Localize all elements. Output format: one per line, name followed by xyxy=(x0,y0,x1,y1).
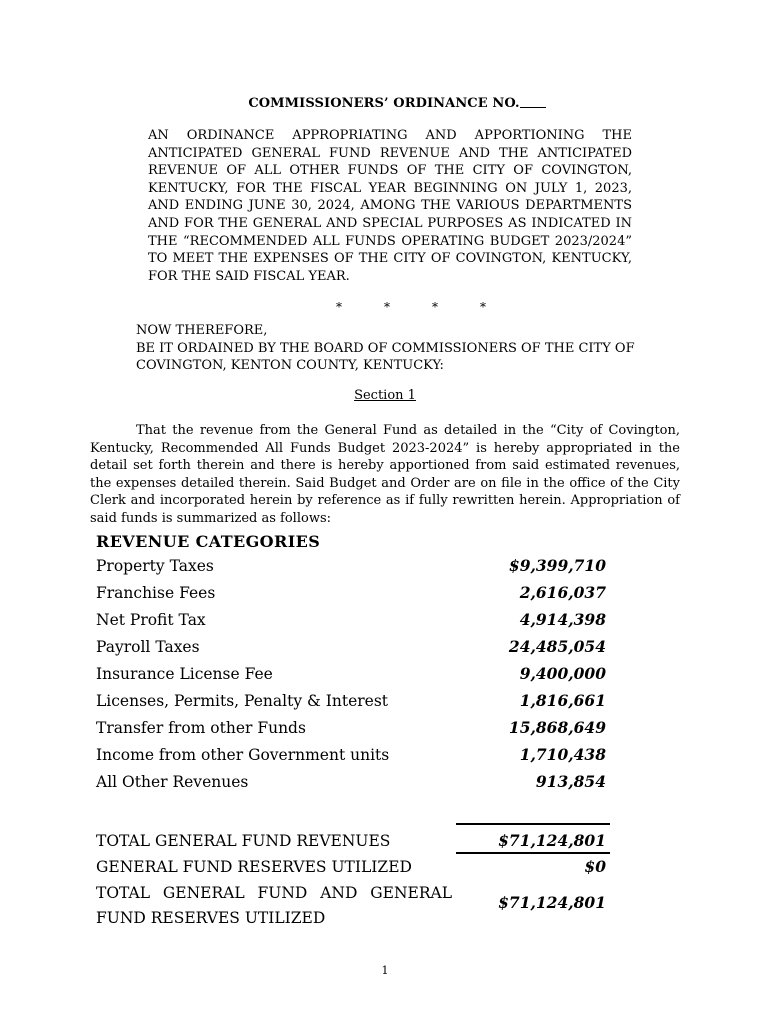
revenue-row xyxy=(96,583,606,610)
revenue-row xyxy=(96,664,606,691)
revenue-amount: 15,868,649 xyxy=(508,718,606,737)
be-it-ordained-line: BE IT ORDAINED BY THE BOARD OF COMMISSIONERS OF THE CITY OF COVINGTON, KENTON COUNTY, KENTUCKY: xyxy=(136,340,635,374)
ordinance-number-blank xyxy=(520,95,546,108)
revenue-amount: $9,399,710 xyxy=(508,556,606,575)
revenue-amount: 1,816,661 xyxy=(519,691,606,710)
ordaining-clause xyxy=(136,322,636,375)
revenue-label: Property Taxes xyxy=(96,557,214,575)
revenue-amount: 24,485,054 xyxy=(508,637,606,656)
total-rule-bottom xyxy=(456,852,610,854)
revenue-row xyxy=(96,745,606,772)
revenue-label: All Other Revenues xyxy=(96,773,249,791)
revenue-label: Transfer from other Funds xyxy=(96,719,306,737)
revenue-amount: 1,710,438 xyxy=(519,745,606,764)
section-body: That the revenue from the General Fund as detailed in the “City of Covington, Kentucky, Recommended All Funds Budget 2023-2024” is hereby appropriated in the detail set forth therein and there is hereby apportioned from said estimated revenues, the expenses detailed therein. Said Budget and Order are on file in the office of the City Clerk and incorporated herein by reference as if fully rewritten herein. Appropriation of said funds is summarized as follows: xyxy=(90,423,680,526)
total-revenues-row xyxy=(96,831,610,850)
separator-star: * xyxy=(384,300,390,314)
revenue-row xyxy=(96,556,606,583)
revenue-row xyxy=(96,610,606,637)
revenue-list xyxy=(96,556,606,799)
revenue-amount: 9,400,000 xyxy=(519,664,606,683)
total-rule-top xyxy=(456,823,610,825)
now-therefore-line: NOW THEREFORE, xyxy=(136,323,268,338)
revenue-label: Insurance License Fee xyxy=(96,665,273,683)
revenue-amount: 4,914,398 xyxy=(519,610,606,629)
ordinance-title-text: COMMISSIONERS’ ORDINANCE NO. xyxy=(248,96,520,111)
revenue-label: Net Profit Tax xyxy=(96,611,206,629)
reserves-row xyxy=(96,857,610,876)
reserves-amount: $0 xyxy=(584,857,606,876)
revenue-label: Income from other Government units xyxy=(96,746,390,764)
reserves-label: GENERAL FUND RESERVES UTILIZED xyxy=(96,858,412,876)
separator-star: * xyxy=(432,300,438,314)
ordinance-caption: AN ORDINANCE APPROPRIATING AND APPORTIONING THE ANTICIPATED GENERAL FUND REVENUE AND THE ANTICIPATED REVENUE OF ALL OTHER FUNDS OF THE CITY OF COVINGTON, KENTUCKY, FOR THE FISCAL YEAR BEGINNING ON JULY 1, 2023, AND ENDING JUNE 30, 2024, AMONG THE VARIOUS DEPARTMENTS AND FOR THE GENERAL AND SPECIAL PURPOSES AS INDICATED IN THE “RECOMMENDED ALL FUNDS OPERATING BUDGET 2023/2024” TO MEET THE EXPENSES OF THE CITY OF COVINGTON, KENTUCKY, FOR THE SAID FISCAL YEAR. xyxy=(148,128,632,284)
section-heading: Section 1 xyxy=(354,388,416,403)
ordinance-title xyxy=(0,95,770,111)
total-revenues-label: TOTAL GENERAL FUND REVENUES xyxy=(96,832,391,850)
section-separator xyxy=(336,300,486,314)
separator-star: * xyxy=(480,300,486,314)
total-revenues-amount: $71,124,801 xyxy=(498,831,606,850)
revenue-row xyxy=(96,691,606,718)
revenue-categories-header: REVENUE CATEGORIES xyxy=(96,532,321,551)
separator-star: * xyxy=(336,300,342,314)
revenue-amount: 913,854 xyxy=(535,772,606,791)
grand-total-amount: $71,124,801 xyxy=(498,893,606,912)
revenue-label: Franchise Fees xyxy=(96,584,216,602)
page-number: 1 xyxy=(381,964,389,977)
revenue-row xyxy=(96,637,606,664)
revenue-label: Licenses, Permits, Penalty & Interest xyxy=(96,692,389,710)
revenue-row xyxy=(96,718,606,745)
revenue-label: Payroll Taxes xyxy=(96,638,200,656)
grand-total-label: TOTAL GENERAL FUND AND GENERAL FUND RESERVES UTILIZED xyxy=(96,884,452,927)
revenue-amount: 2,616,037 xyxy=(519,583,606,602)
revenue-row xyxy=(96,772,606,799)
